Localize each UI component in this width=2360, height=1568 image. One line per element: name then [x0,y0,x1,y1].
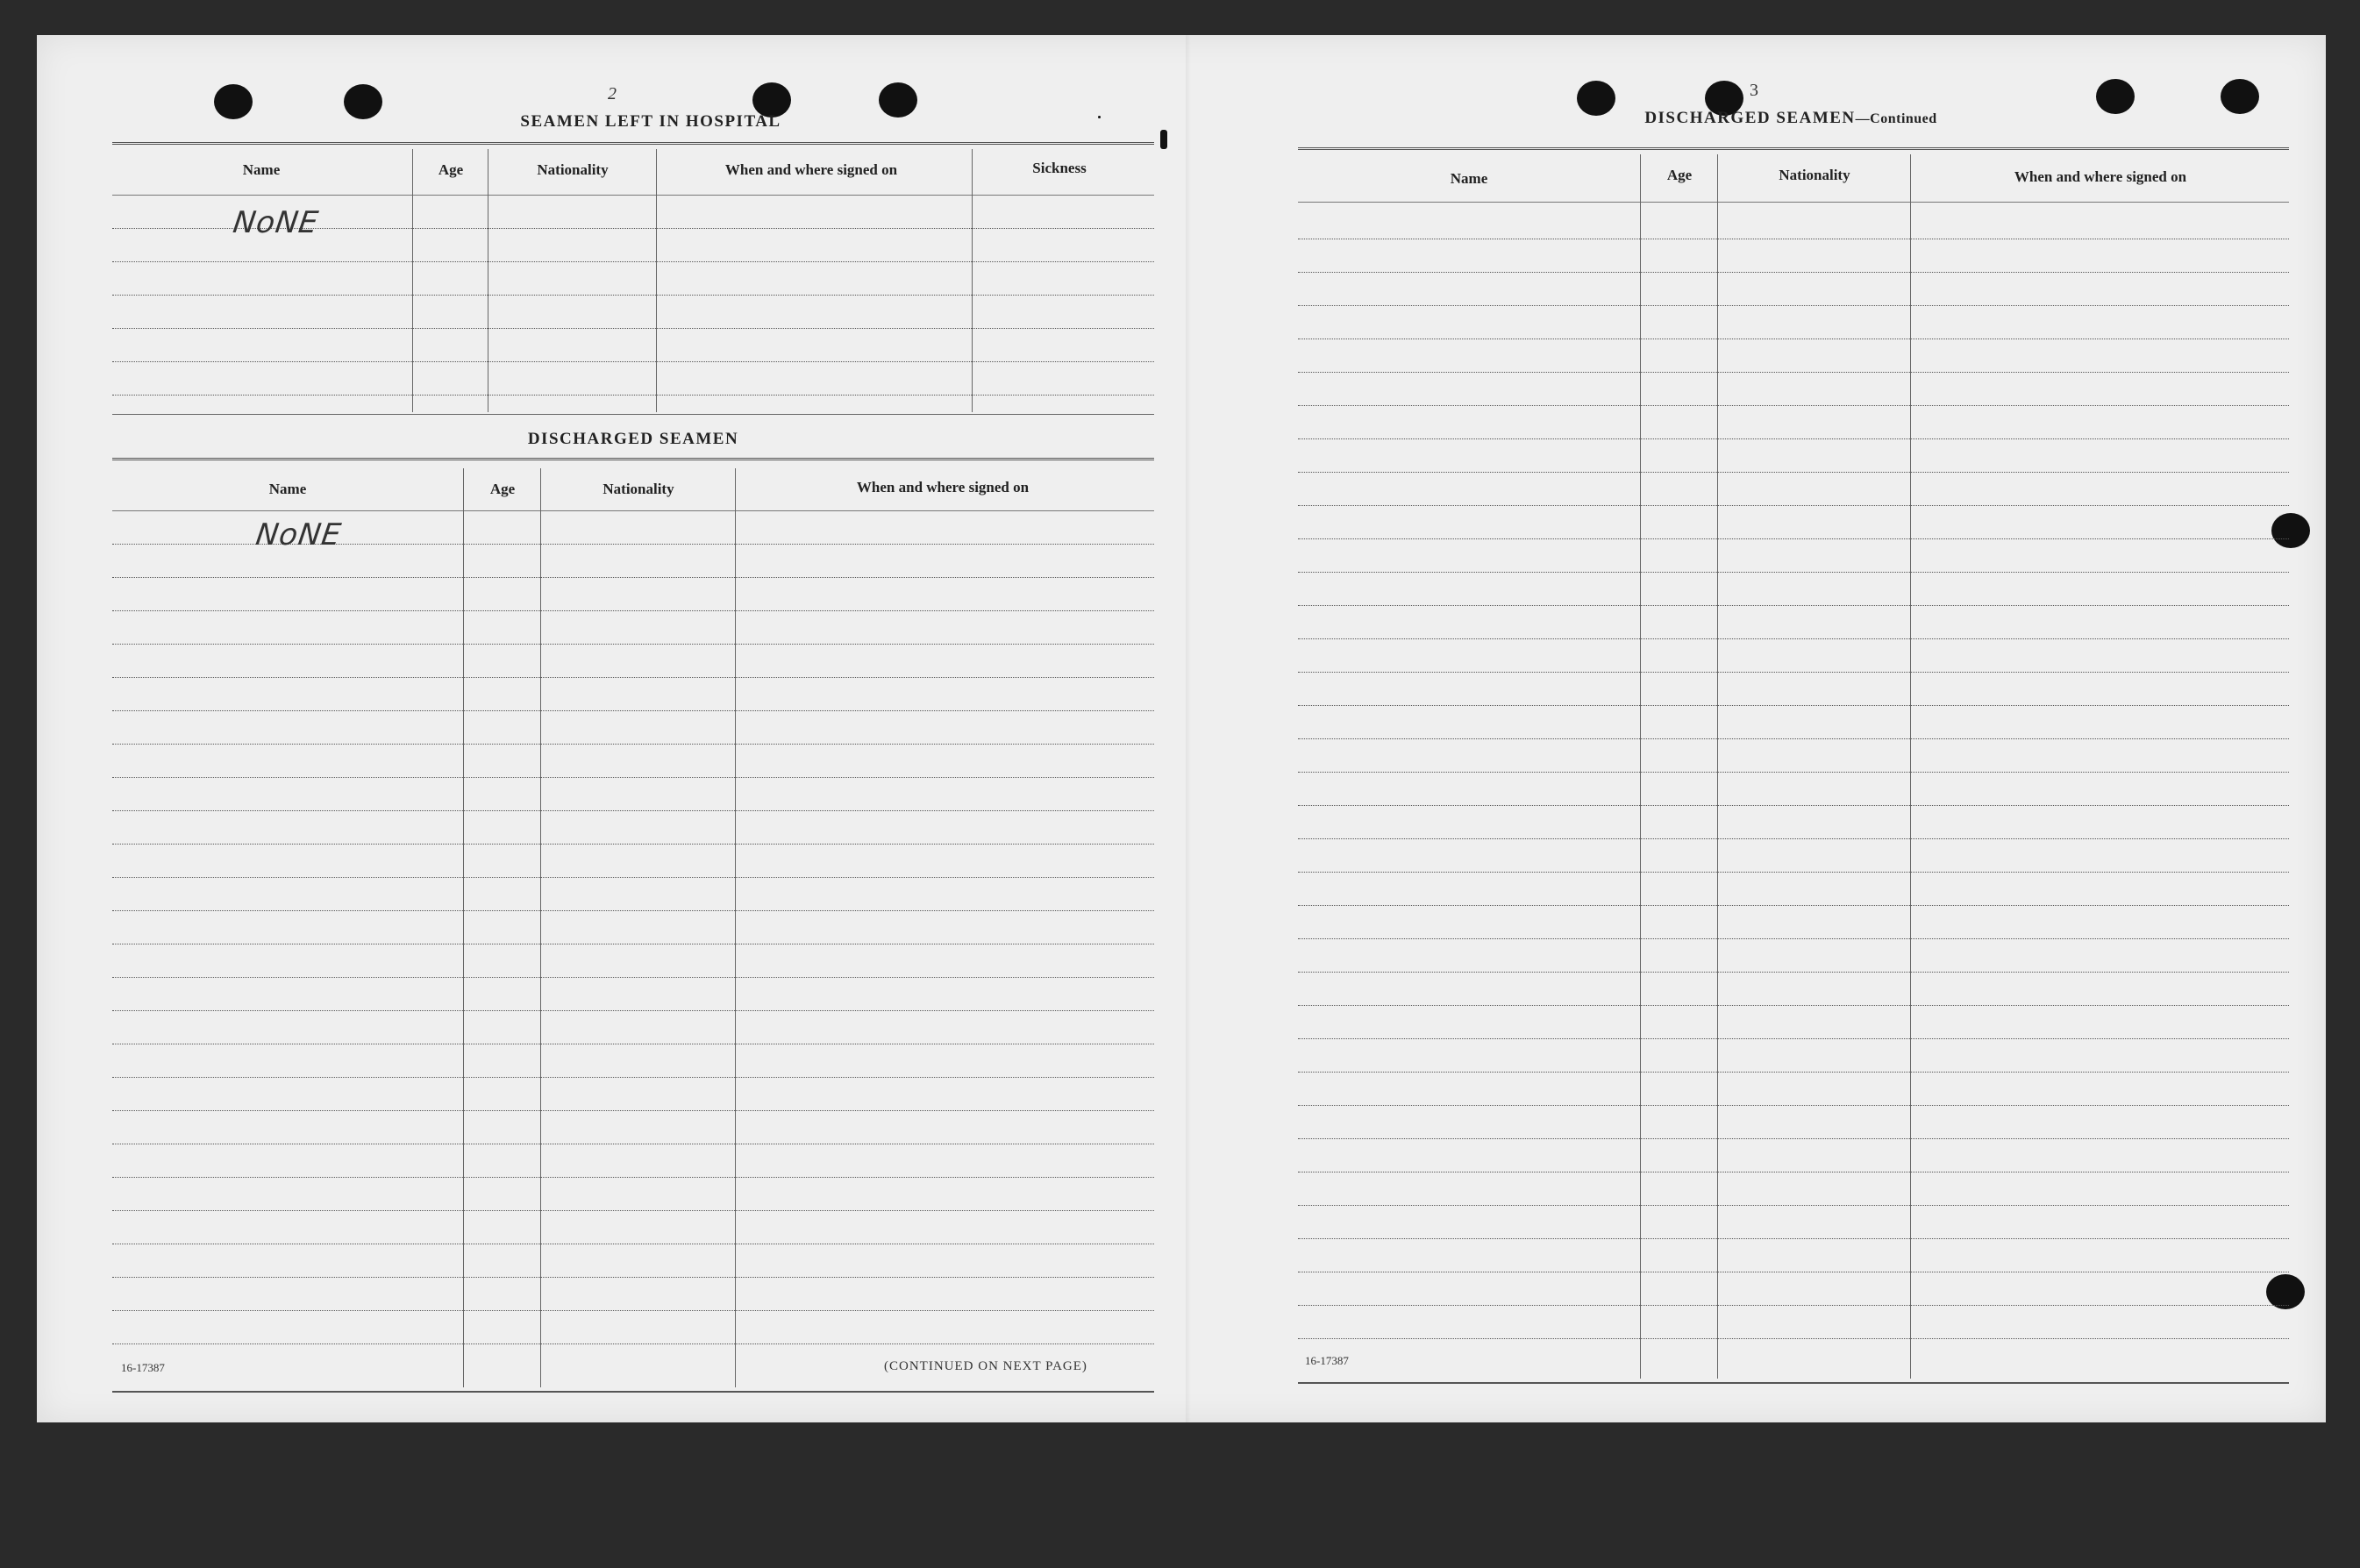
table-row [1298,1005,2289,1006]
table-row [1298,472,2289,473]
table-row [112,1343,1154,1344]
col-header-age: Age [1666,167,1693,183]
col-header-nationality: Nationality [1779,167,1850,183]
table-row [1298,305,2289,306]
table-row [112,777,1154,778]
table-row [1298,705,2289,706]
col-header-age: Age [489,481,516,497]
page-number: 3 [1750,81,1758,100]
right-page [1186,35,2326,1422]
table-row [112,1010,1154,1011]
table-row [112,261,1154,262]
table-row [1298,772,2289,773]
table-row [112,1177,1154,1178]
table-row [1298,1038,2289,1039]
table-row [1298,738,2289,739]
continued-suffix: —Continued [1855,111,1937,126]
page-number: 2 [608,84,617,103]
table-row [1298,1138,2289,1139]
hospital-entry-handwriting: NoNE [231,205,321,240]
col-header-nationality: Nationality [602,481,674,497]
discharged-title-text: DISCHARGED SEAMEN [1644,109,1856,127]
col-header-signed-on: When and where signed on [724,161,898,178]
column-divider [412,149,413,412]
hospital-section-title: SEAMEN LEFT IN HOSPITAL [520,112,781,131]
table-row [112,810,1154,811]
left-page [37,35,1186,1422]
col-header-age: Age [438,161,464,178]
table-row [1298,405,2289,406]
title-rule [1298,147,2289,153]
discharged-section-title: DISCHARGED SEAMEN [527,430,739,448]
column-divider [972,149,973,412]
table-row [1298,1238,2289,1239]
table-row [1298,572,2289,573]
table-row [1298,638,2289,639]
col-header-sickness: Sickness [1032,160,1087,176]
table-row [112,1077,1154,1078]
col-header-nationality: Nationality [537,161,609,178]
form-code: 16-17387 [1305,1354,1349,1367]
column-divider [540,468,541,1387]
table-row [112,644,1154,645]
title-rule [112,458,1154,463]
table-row [1298,505,2289,506]
header-rule [112,195,1154,196]
table-row [1298,872,2289,873]
form-sheet [37,35,2326,1422]
table-row [1298,605,2289,606]
col-header-name: Name [1450,170,1488,187]
table-row [1298,672,2289,673]
col-header-name: Name [242,161,281,178]
column-divider [735,468,736,1387]
table-row [1298,538,2289,539]
table-row [112,295,1154,296]
discharged-bottom-rule [112,1391,1154,1393]
continued-bottom-rule [1298,1382,2289,1384]
table-row [112,1277,1154,1278]
table-row [112,977,1154,978]
discharged-entry-handwriting: NoNE [253,517,344,552]
table-row [1298,905,2289,906]
header-rule [1298,202,2289,203]
table-row [1298,1205,2289,1206]
table-row [112,361,1154,362]
title-rule [112,142,1154,147]
table-row [1298,438,2289,439]
column-divider [463,468,464,1387]
table-row [112,577,1154,578]
table-row [1298,1305,2289,1306]
table-row [112,910,1154,911]
table-row [1298,1105,2289,1106]
discharged-continued-title [1528,109,2054,128]
form-code: 16-17387 [121,1361,165,1374]
table-row [112,328,1154,329]
table-row [1298,1072,2289,1073]
col-header-signed-on: When and where signed on [2014,168,2187,185]
table-row [1298,838,2289,839]
table-row [1298,972,2289,973]
table-row [112,1210,1154,1211]
continued-note: (CONTINUED ON NEXT PAGE) [884,1359,1087,1373]
col-header-name: Name [268,481,307,497]
table-row [112,677,1154,678]
table-row [1298,938,2289,939]
table-row [112,610,1154,611]
table-row [1298,805,2289,806]
table-row [112,1310,1154,1311]
table-row [112,744,1154,745]
table-row [1298,272,2289,273]
column-divider [656,149,657,412]
table-row [112,844,1154,845]
table-row [1298,1338,2289,1339]
table-row [112,1110,1154,1111]
table-row [112,395,1154,396]
col-header-signed-on: When and where signed on [856,479,1030,495]
table-row [1298,372,2289,373]
hospital-bottom-rule [112,414,1154,415]
header-rule [112,510,1154,511]
table-row [112,710,1154,711]
table-row [112,877,1154,878]
